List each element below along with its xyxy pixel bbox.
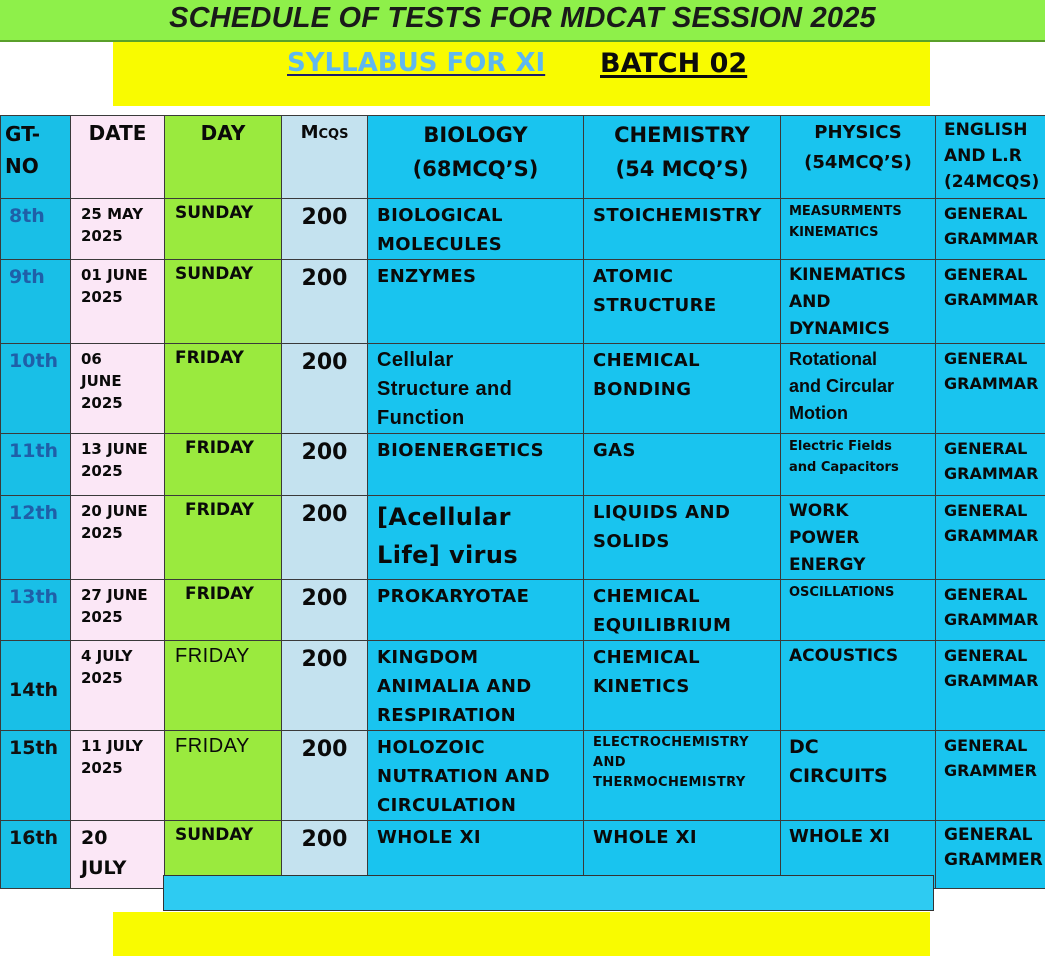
date-line: 2025 [81,524,123,542]
date-cell [71,580,165,641]
header-gt [1,116,71,199]
mcqs-value: 200 [301,266,348,291]
table-row [1,641,1045,731]
header-physics [781,116,936,199]
physics-line: and Capacitors [789,460,899,475]
mcqs-cell [282,580,368,641]
physics-line: MEASURMENTS [789,204,902,219]
physics-line: Electric Fields [789,439,892,454]
gt-cell [1,821,71,889]
biology-cell [368,496,584,580]
physics-cell [781,641,936,731]
biology-line: MOLECULES [377,234,503,255]
biology-line: Cellular [377,349,454,371]
physics-cell [781,580,936,641]
mcqs-value: 200 [301,737,348,762]
header-date-label: DATE [88,121,147,145]
biology-line: RESPIRATION [377,705,517,726]
chemistry-line: LIQUIDS AND [593,502,731,523]
mcqs-cell [282,731,368,821]
header-mcqs-label: Mcqs [300,122,349,143]
chemistry-cell [584,496,781,580]
english-line: GENERAL [944,736,1028,755]
english-line: GRAMMAR [944,610,1039,629]
day-label: FRIDAY [175,348,244,368]
header-english-line: ENGLISH [944,120,1028,140]
gt-number: 16th [9,827,59,849]
biology-line: WHOLE XI [377,827,482,848]
header-gt-line: NO [5,154,39,178]
footer-yellow-bar [113,912,930,956]
date-line: 2025 [81,759,123,777]
english-line: GRAMMER [944,761,1037,780]
physics-cell [781,434,936,496]
chemistry-line: THERMOCHEMISTRY [593,775,746,790]
english-line: GENERAL [944,501,1028,520]
mcqs-cell [282,434,368,496]
gt-cell [1,199,71,260]
gt-number: 10th [9,350,59,372]
physics-cell [781,344,936,434]
biology-cell [368,260,584,344]
mcqs-cell [282,641,368,731]
gt-cell [1,260,71,344]
table-row [1,260,1045,344]
date-line: 4 JULY [81,647,133,665]
gt-cell [1,580,71,641]
chemistry-line: GAS [593,440,636,461]
chemistry-cell [584,641,781,731]
physics-line: CIRCUITS [789,765,888,787]
gt-cell [1,641,71,731]
date-line: 2025 [81,394,123,412]
chemistry-line: ELECTROCHEMISTRY [593,735,749,750]
header-day [165,116,282,199]
mcqs-value: 200 [301,350,348,375]
date-line: 06 [81,350,102,368]
biology-cell [368,731,584,821]
date-line: JULY [81,857,127,879]
biology-line: Function [377,407,465,429]
date-cell [71,731,165,821]
header-date [71,116,165,199]
gt-cell [1,731,71,821]
english-line: GRAMMAR [944,229,1039,248]
date-line: 13 JUNE [81,440,148,458]
table-row [1,344,1045,434]
table-row [1,580,1045,641]
chemistry-line: STOICHEMISTRY [593,205,762,226]
date-cell [71,260,165,344]
chemistry-cell [584,260,781,344]
date-line: 2025 [81,669,123,687]
gt-number: 14th [9,679,59,701]
date-line: 2025 [81,227,123,245]
biology-cell [368,641,584,731]
day-label: FRIDAY [175,735,250,757]
day-cell [165,260,282,344]
english-line: GENERAL [944,204,1028,223]
header-biology-line: BIOLOGY [423,123,528,147]
english-line: GENERAL [944,585,1028,604]
mcqs-value: 200 [301,440,348,465]
day-label: SUNDAY [175,825,254,845]
day-label: SUNDAY [175,264,254,284]
gt-number: 15th [9,737,59,759]
chemistry-line: KINETICS [593,676,690,697]
biology-line: KINGDOM [377,647,479,668]
header-english-line: AND L.R [944,146,1022,166]
syllabus-label: SYLLABUS FOR XI [287,48,546,78]
english-cell [936,496,1045,580]
english-line: GRAMMAR [944,290,1039,309]
day-cell [165,731,282,821]
batch-label: BATCH 02 [600,48,748,79]
chemistry-line: ATOMIC [593,266,674,287]
chemistry-line: SOLIDS [593,531,670,552]
mcqs-cell [282,344,368,434]
day-label: FRIDAY [185,500,254,520]
physics-line: DYNAMICS [789,319,890,339]
english-line: GRAMMAR [944,671,1039,690]
chemistry-line: AND [593,755,626,770]
date-cell [71,496,165,580]
chemistry-line: BONDING [593,379,692,400]
day-label: FRIDAY [185,438,254,458]
date-cell [71,199,165,260]
english-line: GENERAL [944,825,1033,845]
mcqs-value: 200 [301,205,348,230]
day-cell [165,580,282,641]
physics-cell [781,260,936,344]
biology-line: HOLOZOIC [377,737,485,758]
table-row [1,199,1045,260]
english-cell [936,731,1045,821]
physics-line: ENERGY [789,555,866,575]
physics-cell [781,731,936,821]
table-row [1,731,1045,821]
gt-cell [1,496,71,580]
chemistry-line: CHEMICAL [593,647,700,668]
header-gt-line: GT- [5,122,41,146]
gt-number: 11th [9,440,59,462]
english-line: GRAMMAR [944,374,1039,393]
english-cell [936,434,1045,496]
english-line: GRAMMER [944,850,1043,870]
gt-cell [1,434,71,496]
english-cell [936,821,1045,889]
english-cell [936,260,1045,344]
biology-line: ANIMALIA AND [377,676,532,697]
date-line: 20 JUNE [81,502,148,520]
gt-number: 12th [9,502,59,524]
chemistry-cell [584,344,781,434]
mcqs-cell [282,260,368,344]
mcqs-value: 200 [301,502,348,527]
english-cell [936,344,1045,434]
day-cell [165,199,282,260]
physics-line: and Circular [789,376,895,396]
mcqs-value: 200 [301,827,348,852]
date-line: 25 MAY [81,205,144,223]
physics-line: OSCILLATIONS [789,585,895,600]
date-cell [71,641,165,731]
physics-line: WHOLE XI [789,826,890,847]
english-line: GRAMMAR [944,526,1039,545]
date-line: JUNE [81,372,122,390]
day-cell [165,641,282,731]
biology-line: Structure and [377,378,513,400]
table-row [1,434,1045,496]
header-day-label: DAY [200,121,246,145]
footer-blue-bar [163,875,934,911]
header-mcqs [282,116,368,199]
physics-cell [781,199,936,260]
date-line: 01 JUNE [81,266,148,284]
date-line: 2025 [81,288,123,306]
biology-line: PROKARYOTAE [377,586,530,607]
gt-number: 8th [9,205,45,227]
header-physics-line: (54MCQ’S) [804,152,912,173]
date-line: 27 JUNE [81,586,148,604]
biology-line: ENZYMES [377,266,477,287]
gt-cell [1,344,71,434]
header-english [936,116,1045,199]
schedule-table [0,115,1045,889]
header-physics-line: PHYSICS [814,122,902,143]
day-label: FRIDAY [175,645,250,667]
physics-line: KINEMATICS [789,225,879,240]
biology-cell [368,434,584,496]
chemistry-line: WHOLE XI [593,827,698,848]
physics-line: DC [789,736,819,758]
date-line: 2025 [81,608,123,626]
chemistry-line: CHEMICAL [593,586,700,607]
mcqs-value: 200 [301,586,348,611]
biology-line: Life] virus [377,541,519,569]
chemistry-line: STRUCTURE [593,295,717,316]
english-line: GRAMMAR [944,464,1039,483]
gt-number: 13th [9,586,59,608]
chemistry-cell [584,199,781,260]
page-title: SCHEDULE OF TESTS FOR MDCAT SESSION 2025 [169,2,876,34]
english-cell [936,641,1045,731]
physics-line: Motion [789,403,848,423]
day-cell [165,496,282,580]
biology-cell [368,580,584,641]
day-label: FRIDAY [185,584,254,604]
biology-line: CIRCULATION [377,795,517,816]
english-cell [936,580,1045,641]
date-line: 11 JULY [81,737,143,755]
physics-line: KINEMATICS [789,265,907,285]
chemistry-line: EQUILIBRIUM [593,615,732,636]
chemistry-cell [584,731,781,821]
biology-cell [368,199,584,260]
header-chemistry [584,116,781,199]
physics-line: WORK [789,501,849,521]
mcqs-value: 200 [301,647,348,672]
day-cell [165,344,282,434]
date-line: 20 [81,827,108,849]
header-chemistry-line: (54 MCQ’S) [615,157,749,181]
date-cell [71,344,165,434]
biology-line: BIOENERGETICS [377,440,544,461]
physics-line: Rotational [789,349,877,369]
physics-cell [781,496,936,580]
header-chemistry-line: CHEMISTRY [614,123,750,147]
physics-line: AND [789,292,831,312]
english-line: GENERAL [944,349,1028,368]
date-cell [71,434,165,496]
english-line: GENERAL [944,646,1028,665]
day-label: SUNDAY [175,203,254,223]
gt-number: 9th [9,266,45,288]
date-line: 2025 [81,462,123,480]
biology-line: [Acellular [377,503,511,531]
mcqs-cell [282,496,368,580]
header-biology [368,116,584,199]
header-english-line: (24MCQS) [944,172,1040,192]
chemistry-line: CHEMICAL [593,350,700,371]
header-row [1,116,1045,199]
biology-line: BIOLOGICAL [377,205,503,226]
english-line: GENERAL [944,439,1028,458]
physics-line: POWER [789,528,860,548]
biology-line: NUTRATION AND [377,766,551,787]
biology-cell [368,344,584,434]
chemistry-cell [584,580,781,641]
chemistry-cell [584,434,781,496]
day-cell [165,434,282,496]
header-biology-line: (68MCQ’S) [412,157,539,181]
mcqs-cell [282,199,368,260]
english-line: GENERAL [944,265,1028,284]
date-cell [71,821,165,889]
english-cell [936,199,1045,260]
physics-line: ACOUSTICS [789,646,899,666]
table-row [1,496,1045,580]
